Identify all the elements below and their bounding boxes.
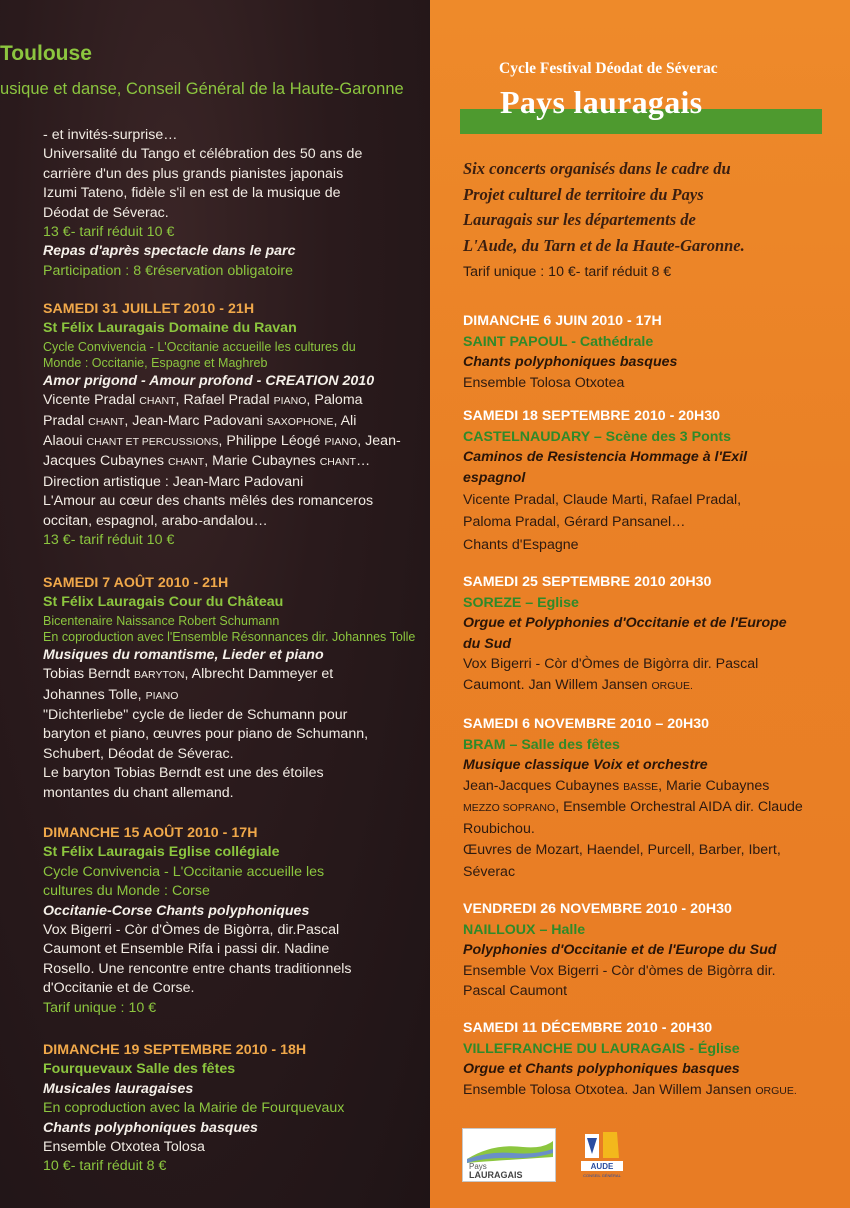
svg-text:AUDE: AUDE: [590, 1162, 614, 1171]
event-block-15-aout: [43, 824, 421, 1018]
text-line: - et invités-surprise…: [43, 127, 178, 143]
event-date: SAMEDI 11 DÉCEMBRE 2010 - 20H30: [463, 1020, 713, 1036]
text-line: d'Occitanie et de Corse.: [43, 980, 195, 997]
event-title: Chants polyphoniques basques: [43, 1119, 258, 1136]
event-date: SAMEDI 31 JUILLET 2010 - 21H: [43, 301, 255, 317]
event-title: Orgue et Chants polyphoniques basques: [463, 1061, 740, 1077]
event-date: DIMANCHE 6 JUIN 2010 - 17H: [463, 313, 662, 329]
concert-castelnaudary: [463, 406, 835, 557]
event-place: SAINT PAPOUL - Cathédrale: [463, 333, 654, 350]
text-line: Caumont et Ensemble Rifa i passi dir. Nadine: [43, 941, 330, 958]
text-line: L'Amour au cœur des chants mêlés des romanceros: [43, 493, 374, 510]
event-title: Musique classique Voix et orchestre: [463, 757, 708, 773]
tarif-line: 10 €- tarif réduit 8 €: [43, 1158, 167, 1175]
event-place: SOREZE – Eglise: [463, 594, 579, 611]
event-place: VILLEFRANCHE DU LAURAGAIS - Église: [463, 1040, 740, 1057]
text-line: Ensemble Tolosa Otxotea. Jan Willem Jansen ORGUE.: [463, 1081, 797, 1098]
pays-lauragais-title: Pays lauragais: [500, 84, 703, 120]
concert-villefranche: [463, 1018, 835, 1101]
event-title: Occitanie-Corse Chants polyphoniques: [43, 902, 310, 919]
text-line: Déodat de Séverac.: [43, 204, 169, 221]
event-place: St Félix Lauragais Domaine du Ravan: [43, 320, 297, 337]
event-date: SAMEDI 7 AOÛT 2010 - 21H: [43, 575, 229, 591]
text-line: Vox Bigerri - Còr d'Òmes de Bigòrra, dir.Pascal: [43, 922, 340, 939]
text-line: "Dichterliebe" cycle de lieder de Schumann pour: [43, 707, 348, 724]
event-title: Amor prigond - Amour profond - CREATION 2010: [43, 372, 375, 389]
event-block-19-septembre: [43, 1041, 421, 1177]
event-place: St Félix Lauragais Cour du Château: [43, 594, 284, 611]
event-place: Fourquevaux Salle des fêtes: [43, 1061, 236, 1078]
text-line: Séverac: [463, 864, 516, 880]
text-line: Jean-Jacques Cubaynes BASSE, Marie Cubaynes: [463, 777, 770, 794]
event-place: BRAM – Salle des fêtes: [463, 736, 620, 753]
event-cycle: cultures du Monde : Corse: [43, 883, 210, 900]
tarif-line: 13 €- tarif réduit 10 €: [43, 224, 175, 241]
event-cycle: Cycle Convivencia - L'Occitanie accueille les: [43, 863, 325, 880]
event-place: CASTELNAUDARY – Scène des 3 Ponts: [463, 428, 732, 445]
text-line: occitan, espagnol, arabo-andalou…: [43, 512, 268, 529]
event-date: SAMEDI 18 SEPTEMBRE 2010 - 20H30: [463, 408, 721, 424]
event-title: Musicales lauragaises: [43, 1080, 194, 1097]
left-subtitle: usique et danse, Conseil Général de la Haute-Garonne: [0, 80, 404, 98]
pays-lauragais-logo: [462, 1128, 556, 1182]
tarif-line: Tarif unique : 10 €: [43, 999, 157, 1016]
event-date: DIMANCHE 19 SEPTEMBRE 2010 - 18H: [43, 1042, 307, 1058]
event-place: NAILLOUX – Halle: [463, 921, 586, 938]
event-block-tango: [43, 126, 421, 281]
event-title: Musiques du romantisme, Lieder et piano: [43, 646, 324, 663]
event-title: Repas d'après spectacle dans le parc: [43, 243, 296, 260]
text-line: Roubichou.: [463, 820, 535, 837]
text-line: MEZZO SOPRANO, Ensemble Orchestral AIDA dir. Claude: [463, 799, 803, 815]
event-subtitle: Bicentenaire Naissance Robert Schumann: [43, 613, 280, 628]
svg-text:CONSEIL GÉNÉRAL: CONSEIL GÉNÉRAL: [583, 1173, 621, 1178]
event-date: DIMANCHE 15 AOÛT 2010 - 17H: [43, 825, 258, 841]
text-line: Izumi Tateno, fidèle s'il en est de la musique de: [43, 185, 341, 202]
event-place: St Félix Lauragais Eglise collégiale: [43, 844, 280, 861]
intro-line: Six concerts organisés dans le cadre du: [463, 159, 731, 178]
intro-line: Projet culturel de territoire du Pays: [463, 184, 704, 204]
festival-cycle-heading: Cycle Festival Déodat de Séverac: [499, 60, 718, 77]
text-line: Caumont. Jan Willem Jansen ORGUE.: [463, 676, 693, 693]
concert-soreze: [463, 572, 835, 696]
text-line: baryton et piano, œuvres pour piano de Schumann,: [43, 726, 369, 743]
event-title: Orgue et Polyphonies d'Occitanie et de l'Europe: [463, 615, 787, 631]
artists-line: Tobias Berndt BARYTON, Albrecht Dammeyer et: [43, 666, 334, 683]
direction-line: Direction artistique : Jean-Marc Padovani: [43, 473, 304, 490]
intro-line: L'Aude, du Tarn et de la Haute-Garonne.: [463, 235, 745, 255]
event-subtitle: En coproduction avec la Mairie de Fourquevaux: [43, 1100, 345, 1117]
event-date: VENDREDI 26 NOVEMBRE 2010 - 20H30: [463, 901, 732, 917]
concert-saint-papoul: [463, 311, 835, 393]
text-line: Vicente Pradal, Claude Marti, Rafael Pradal,: [463, 492, 742, 508]
text-line: Ensemble Tolosa Otxotea: [463, 374, 625, 391]
text-line: Chants d'Espagne: [463, 537, 579, 553]
event-block-31-juillet: [43, 300, 421, 550]
text-line: Ensemble Otxotea Tolosa: [43, 1139, 205, 1156]
intro-text: [463, 156, 835, 258]
event-date: SAMEDI 6 NOVEMBRE 2010 – 20H30: [463, 716, 710, 732]
text-line: Ensemble Vox Bigerri - Còr d'òmes de Bigòrra dir.: [463, 962, 776, 979]
event-title: Caminos de Resistencia Hommage à l'Exil: [463, 449, 748, 465]
event-title: espagnol: [463, 469, 526, 486]
event-date: SAMEDI 25 SEPTEMBRE 2010 20H30: [463, 574, 712, 590]
text-line: Œuvres de Mozart, Haendel, Purcell, Barber, Ibert,: [463, 842, 781, 858]
artists-line: Jacques Cubaynes CHANT, Marie Cubaynes CHANT…: [43, 453, 371, 470]
svg-text:Pays: Pays: [469, 1162, 487, 1171]
text-line: Rosello. Une rencontre entre chants traditionnels: [43, 960, 352, 977]
text-line: Le baryton Tobias Berndt est une des étoiles: [43, 765, 324, 782]
text-line: carrière d'un des plus grands pianistes japonais: [43, 165, 344, 182]
text-line: Schubert, Déodat de Séverac.: [43, 745, 234, 762]
intro-line: Lauragais sur les départements de: [463, 210, 696, 229]
text-line: montantes du chant allemand.: [43, 784, 234, 801]
event-subtitle: En coproduction avec l'Ensemble Résonnances dir. Johannes Tolle: [43, 630, 416, 645]
artists-line: Johannes Tolle, PIANO: [43, 686, 179, 703]
event-title: Polyphonies d'Occitanie et de l'Europe du Sud: [463, 942, 777, 958]
artists-line: Pradal CHANT, Jean-Marc Padovani SAXOPHONE, Ali: [43, 412, 357, 429]
text-line: Pascal Caumont: [463, 983, 568, 999]
artists-line: Vicente Pradal CHANT, Rafael Pradal PIANO, Paloma: [43, 392, 363, 409]
event-title: du Sud: [463, 635, 512, 652]
left-title: Toulouse: [0, 42, 92, 65]
aude-logo: [577, 1128, 627, 1180]
aude-emblem-icon: [577, 1128, 627, 1180]
text-line: Vox Bigerri - Còr d'Òmes de Bigòrra dir. Pascal: [463, 656, 759, 672]
text-line: Universalité du Tango et célébration des 50 ans de: [43, 146, 363, 163]
event-cycle: Cycle Convivencia - L'Occitanie accueille les cultures du: [43, 339, 356, 354]
event-title: Chants polyphoniques basques: [463, 354, 678, 370]
event-block-7-aout: [43, 574, 421, 803]
event-cycle: Monde : Occitanie, Espagne et Maghreb: [43, 356, 268, 371]
concert-nailloux: [463, 899, 835, 1002]
artists-line: Alaoui CHANT ET PERCUSSIONS, Philippe Léogé PIANO, Jean-: [43, 433, 401, 450]
concert-bram: [463, 714, 835, 883]
tarif-line: Tarif unique : 10 €- tarif réduit 8 €: [463, 264, 672, 280]
svg-text:LAURAGAIS: LAURAGAIS: [469, 1170, 523, 1180]
tarif-line: 13 €- tarif réduit 10 €: [43, 532, 175, 549]
landscape-icon: [463, 1129, 555, 1181]
participation-line: Participation : 8 €réservation obligatoire: [43, 262, 294, 279]
text-line: Paloma Pradal, Gérard Pansanel…: [463, 514, 686, 530]
